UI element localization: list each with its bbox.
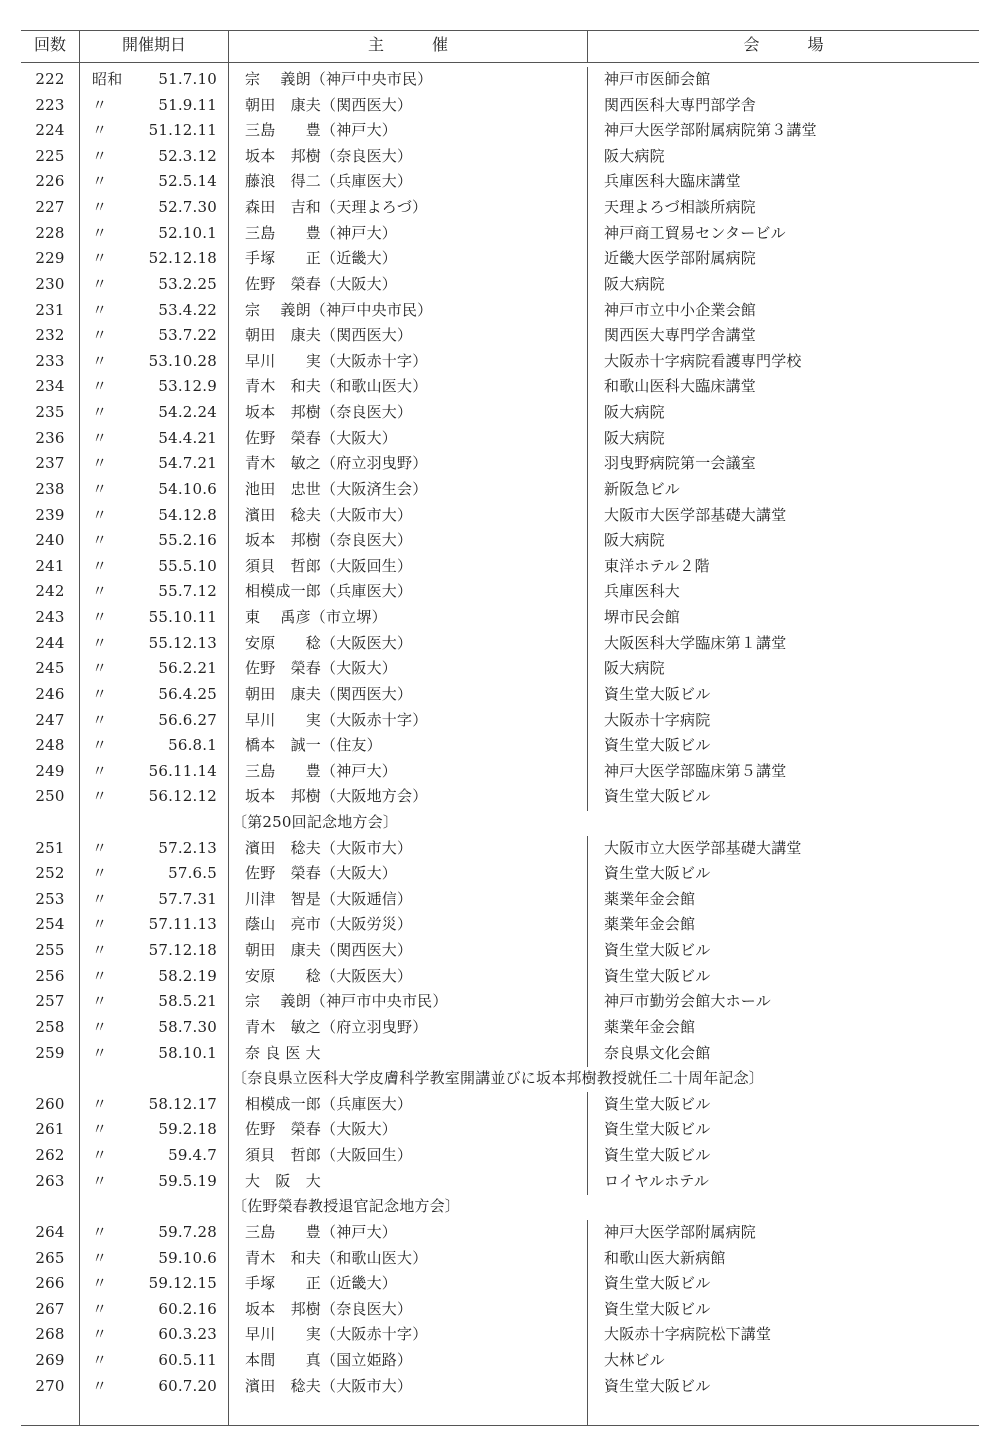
meeting-host: 奈 良 医 大 xyxy=(245,1043,321,1062)
column-divider-date xyxy=(228,30,229,1425)
ditto-mark: 〃 xyxy=(92,915,108,934)
meeting-host: 坂本 邦樹（奈良医大） xyxy=(245,403,413,422)
meeting-host: 朝田 康夫（関西医大） xyxy=(245,95,413,114)
meeting-date: 53.10.28 xyxy=(148,351,217,370)
meeting-number: 225 xyxy=(35,146,65,165)
meeting-date: 51.9.11 xyxy=(158,95,217,114)
meeting-venue: 神戸大医学部附属病院 xyxy=(604,1222,757,1241)
meeting-number: 246 xyxy=(35,684,65,703)
ditto-mark: 〃 xyxy=(92,1146,108,1165)
meeting-venue: 神戸商工貿易センタービル xyxy=(604,223,786,242)
meeting-number: 249 xyxy=(35,761,65,780)
meeting-number: 230 xyxy=(35,274,65,293)
meeting-venue: 兵庫医科大臨床講堂 xyxy=(604,172,741,191)
meeting-venue: 阪大病院 xyxy=(604,531,665,550)
meeting-date: 54.4.21 xyxy=(158,428,217,447)
meeting-host: 川津 智是（大阪逓信） xyxy=(245,889,413,908)
meeting-date: 55.5.10 xyxy=(158,556,217,575)
ditto-mark: 〃 xyxy=(92,505,108,524)
meeting-date: 52.12.18 xyxy=(148,249,217,268)
ditto-mark: 〃 xyxy=(92,249,108,268)
meeting-host: 安原 稔（大阪医大） xyxy=(245,966,413,985)
header-date: 開催期日 xyxy=(121,35,186,54)
ditto-mark: 〃 xyxy=(92,556,108,575)
ditto-mark: 〃 xyxy=(92,736,108,755)
meeting-venue: 資生堂大阪ビル xyxy=(604,941,711,960)
meeting-number: 268 xyxy=(35,1325,65,1344)
meeting-host: 青木 和夫（和歌山医大） xyxy=(245,377,428,396)
meeting-number: 239 xyxy=(35,505,65,524)
meeting-date: 54.10.6 xyxy=(158,479,217,498)
meeting-number: 226 xyxy=(35,172,65,191)
meeting-venue: 資生堂大阪ビル xyxy=(604,1274,711,1293)
meeting-date: 58.2.19 xyxy=(158,966,217,985)
meeting-date: 59.10.6 xyxy=(158,1248,217,1267)
ditto-mark: 〃 xyxy=(92,1120,108,1139)
meeting-venue: 資生堂大阪ビル xyxy=(604,1146,711,1165)
meeting-host: 佐野 榮春（大阪大） xyxy=(245,659,398,678)
meeting-date: 59.4.7 xyxy=(168,1146,217,1165)
meeting-date: 54.12.8 xyxy=(158,505,217,524)
table-top-rule xyxy=(21,30,979,31)
meeting-number: 269 xyxy=(35,1351,65,1369)
meeting-host: 青木 敏之（府立羽曳野） xyxy=(245,454,428,473)
header-no: 回数 xyxy=(33,35,66,54)
meeting-venue: 資生堂大阪ビル xyxy=(604,787,711,806)
table-bottom-rule xyxy=(21,1425,979,1426)
meeting-number: 252 xyxy=(35,864,65,883)
meeting-date: 54.7.21 xyxy=(158,454,217,473)
table-header-rule xyxy=(21,62,979,63)
meeting-number: 253 xyxy=(35,889,65,908)
meeting-date: 57.7.31 xyxy=(158,889,217,908)
meeting-venue: 神戸大医学部附属病院第３講堂 xyxy=(604,121,817,140)
ditto-mark: 〃 xyxy=(92,710,108,729)
commemorative-note: 〔佐野榮春教授退官記念地方会〕 xyxy=(232,1197,461,1216)
meeting-date: 60.3.23 xyxy=(158,1325,217,1344)
meeting-venue: 東洋ホテル２階 xyxy=(604,556,710,575)
meeting-venue: 大林ビル xyxy=(604,1351,665,1369)
meeting-host: 濱田 稔夫（大阪市大） xyxy=(245,1376,413,1395)
era-name: 昭和 xyxy=(92,70,123,88)
ditto-mark: 〃 xyxy=(92,941,108,960)
meeting-number: 255 xyxy=(35,941,65,960)
meeting-number: 228 xyxy=(35,223,65,242)
ditto-mark: 〃 xyxy=(92,1222,108,1241)
ditto-mark: 〃 xyxy=(92,1171,108,1190)
meeting-host: 早川 実（大阪赤十字） xyxy=(245,710,428,729)
meeting-host: 三島 豊（神戸大） xyxy=(245,121,398,140)
meeting-number: 262 xyxy=(35,1146,65,1165)
ditto-mark: 〃 xyxy=(92,198,108,217)
ditto-mark: 〃 xyxy=(92,479,108,498)
ditto-mark: 〃 xyxy=(92,146,108,165)
meeting-number: 257 xyxy=(35,992,65,1011)
meeting-number: 237 xyxy=(35,454,65,473)
meeting-number: 261 xyxy=(35,1120,65,1139)
meeting-number: 267 xyxy=(35,1299,65,1318)
commemorative-note: 〔第250回記念地方会〕 xyxy=(232,812,399,831)
meeting-host: 池田 忠世（大阪済生会） xyxy=(245,479,428,498)
meeting-number: 270 xyxy=(35,1376,65,1395)
meeting-number: 254 xyxy=(35,915,65,934)
column-divider-venue-segment xyxy=(587,67,588,811)
meeting-number: 251 xyxy=(35,838,65,857)
meeting-number: 222 xyxy=(35,70,65,88)
meeting-date: 52.10.1 xyxy=(158,223,217,242)
meeting-number: 260 xyxy=(35,1094,65,1113)
meeting-host: 大 阪 大 xyxy=(245,1171,322,1190)
meeting-number: 266 xyxy=(35,1274,65,1293)
meeting-number: 227 xyxy=(35,198,65,217)
ditto-mark: 〃 xyxy=(92,223,108,242)
meeting-host: 相模成一郎（兵庫医大） xyxy=(245,1094,413,1113)
meeting-date: 53.2.25 xyxy=(158,274,217,293)
meeting-date: 58.10.1 xyxy=(158,1043,217,1062)
meeting-host: 佐野 榮春（大阪大） xyxy=(245,274,398,293)
meeting-host: 濱田 稔夫（大阪市大） xyxy=(245,838,413,857)
meeting-date: 53.4.22 xyxy=(158,300,217,319)
meeting-host: 本間 真（国立姫路） xyxy=(245,1351,413,1369)
meeting-number: 247 xyxy=(35,710,65,729)
ditto-mark: 〃 xyxy=(92,608,108,627)
meeting-venue: 阪大病院 xyxy=(604,403,665,422)
meeting-host: 宗 義朗（神戸中央市民） xyxy=(245,70,433,88)
meeting-venue: ロイヤルホテル xyxy=(604,1171,710,1190)
meeting-host: 坂本 邦樹（奈良医大） xyxy=(245,1299,413,1318)
meeting-number: 259 xyxy=(35,1043,65,1062)
meeting-date: 56.2.21 xyxy=(158,659,217,678)
meeting-host: 森田 吉和（天理よろづ） xyxy=(245,198,428,217)
meeting-date: 57.12.18 xyxy=(148,941,217,960)
meeting-host: 三島 豊（神戸大） xyxy=(245,1222,398,1241)
meeting-host: 坂本 邦樹（奈良医大） xyxy=(245,146,413,165)
meeting-date: 53.12.9 xyxy=(158,377,217,396)
ditto-mark: 〃 xyxy=(92,172,108,191)
ditto-mark: 〃 xyxy=(92,659,108,678)
meeting-venue: 資生堂大阪ビル xyxy=(604,1120,711,1139)
ditto-mark: 〃 xyxy=(92,403,108,422)
meeting-date: 59.12.15 xyxy=(148,1274,217,1293)
meeting-host: 手塚 正（近畿大） xyxy=(245,1274,398,1293)
meeting-date: 60.2.16 xyxy=(158,1299,217,1318)
meeting-host: 朝田 康夫（関西医大） xyxy=(245,326,413,345)
meeting-number: 248 xyxy=(35,736,65,755)
meeting-date: 51.7.10 xyxy=(158,70,217,88)
meeting-date: 56.8.1 xyxy=(168,736,217,755)
meeting-venue: 大阪赤十字病院看護専門学校 xyxy=(604,351,802,370)
meeting-venue: 近畿大医学部附属病院 xyxy=(604,249,757,268)
meeting-host: 相模成一郎（兵庫医大） xyxy=(245,582,413,601)
meeting-number: 258 xyxy=(35,1017,65,1036)
meeting-host: 蔭山 亮市（大阪労災） xyxy=(245,915,413,934)
meeting-host: 早川 実（大阪赤十字） xyxy=(245,351,428,370)
meeting-date: 58.7.30 xyxy=(158,1017,217,1036)
meeting-venue: 大阪赤十字病院 xyxy=(604,710,711,729)
ditto-mark: 〃 xyxy=(92,582,108,601)
meeting-date: 60.7.20 xyxy=(158,1376,217,1395)
meeting-date: 59.7.28 xyxy=(158,1222,217,1241)
meeting-venue: 神戸市立中小企業会館 xyxy=(604,300,757,319)
meeting-number: 256 xyxy=(35,966,65,985)
meeting-number: 223 xyxy=(35,95,65,114)
meeting-date: 55.2.16 xyxy=(158,531,217,550)
meeting-venue: 阪大病院 xyxy=(604,146,665,165)
ditto-mark: 〃 xyxy=(92,1017,108,1036)
ditto-mark: 〃 xyxy=(92,992,108,1011)
meeting-number: 229 xyxy=(35,249,65,268)
meeting-number: 243 xyxy=(35,608,65,627)
meeting-date: 56.11.14 xyxy=(148,761,217,780)
meeting-host: 安原 稔（大阪医大） xyxy=(245,633,413,652)
meeting-number: 245 xyxy=(35,659,65,678)
meeting-venue: 堺市民会館 xyxy=(604,608,681,627)
meeting-number: 240 xyxy=(35,531,65,550)
meeting-date: 52.7.30 xyxy=(158,198,217,217)
meeting-host: 佐野 榮春（大阪大） xyxy=(245,428,398,447)
meeting-date: 60.5.11 xyxy=(158,1351,217,1369)
meeting-venue: 薬業年金会館 xyxy=(604,915,696,934)
ditto-mark: 〃 xyxy=(92,454,108,473)
meeting-date: 55.7.12 xyxy=(158,582,217,601)
meeting-venue: 和歌山医科大臨床講堂 xyxy=(604,377,757,396)
meeting-venue: 阪大病院 xyxy=(604,274,665,293)
meeting-number: 236 xyxy=(35,428,65,447)
meeting-number: 224 xyxy=(35,121,65,140)
meeting-date: 53.7.22 xyxy=(158,326,217,345)
meeting-number: 233 xyxy=(35,351,65,370)
meeting-host: 佐野 榮春（大阪大） xyxy=(245,1120,398,1139)
meeting-venue: 資生堂大阪ビル xyxy=(604,1094,711,1113)
meeting-host: 三島 豊（神戸大） xyxy=(245,223,398,242)
meeting-number: 231 xyxy=(35,300,65,319)
meeting-number: 264 xyxy=(35,1222,65,1241)
meeting-venue: 資生堂大阪ビル xyxy=(604,736,711,755)
meeting-date: 52.5.14 xyxy=(158,172,217,191)
ditto-mark: 〃 xyxy=(92,300,108,319)
meeting-venue: 薬業年金会館 xyxy=(604,1017,696,1036)
ditto-mark: 〃 xyxy=(92,1351,108,1369)
meeting-host: 宗 義朗（神戸中央市民） xyxy=(245,300,433,319)
meeting-date: 59.5.19 xyxy=(158,1171,217,1190)
ditto-mark: 〃 xyxy=(92,351,108,370)
meeting-venue: 資生堂大阪ビル xyxy=(604,684,711,703)
ditto-mark: 〃 xyxy=(92,326,108,345)
meeting-host: 青木 和夫（和歌山医大） xyxy=(245,1248,428,1267)
meeting-venue: 神戸大医学部臨床第５講堂 xyxy=(604,761,787,780)
meeting-date: 55.12.13 xyxy=(148,633,217,652)
meeting-venue: 新阪急ビル xyxy=(604,479,681,498)
ditto-mark: 〃 xyxy=(92,966,108,985)
meeting-date: 58.5.21 xyxy=(158,992,217,1011)
meeting-venue: 兵庫医科大 xyxy=(604,582,681,601)
meeting-host: 早川 実（大阪赤十字） xyxy=(245,1325,428,1344)
meeting-venue: 阪大病院 xyxy=(604,659,665,678)
meeting-date: 52.3.12 xyxy=(158,146,217,165)
header-host: 主 催 xyxy=(367,35,448,54)
meeting-venue: 奈良県文化会館 xyxy=(604,1043,711,1062)
meeting-venue: 関西医大専門学舎講堂 xyxy=(604,326,757,345)
ditto-mark: 〃 xyxy=(92,531,108,550)
meeting-date: 57.2.13 xyxy=(158,838,217,857)
meeting-venue: 資生堂大阪ビル xyxy=(604,1376,711,1395)
ditto-mark: 〃 xyxy=(92,95,108,114)
meeting-host: 朝田 康夫（関西医大） xyxy=(245,684,413,703)
meeting-host: 藤浪 得二（兵庫医大） xyxy=(245,172,413,191)
meeting-venue: 神戸市医師会館 xyxy=(604,70,711,88)
meeting-number: 265 xyxy=(35,1248,65,1267)
meeting-date: 57.11.13 xyxy=(148,915,217,934)
meeting-host: 朝田 康夫（関西医大） xyxy=(245,941,413,960)
meeting-venue: 和歌山医大新病館 xyxy=(604,1248,726,1267)
meeting-host: 青木 敏之（府立羽曳野） xyxy=(245,1017,428,1036)
ditto-mark: 〃 xyxy=(92,121,108,140)
meeting-date: 51.12.11 xyxy=(148,121,217,140)
meeting-venue: 資生堂大阪ビル xyxy=(604,864,711,883)
meeting-host: 坂本 邦樹（奈良医大） xyxy=(245,531,413,550)
meeting-number: 242 xyxy=(35,582,65,601)
ditto-mark: 〃 xyxy=(92,633,108,652)
meeting-number: 263 xyxy=(35,1171,65,1190)
meeting-host: 手塚 正（近畿大） xyxy=(245,249,398,268)
meeting-date: 55.10.11 xyxy=(148,608,217,627)
ditto-mark: 〃 xyxy=(92,377,108,396)
ditto-mark: 〃 xyxy=(92,1299,108,1318)
commemorative-note: 〔奈良県立医科大学皮膚科学教室開講並びに坂本邦樹教授就任二十周年記念〕 xyxy=(232,1069,765,1088)
meeting-date: 54.2.24 xyxy=(158,403,217,422)
meeting-host: 須貝 哲郎（大阪回生） xyxy=(245,556,413,575)
ditto-mark: 〃 xyxy=(92,428,108,447)
meeting-host: 坂本 邦樹（大阪地方会） xyxy=(245,787,428,806)
meeting-venue: 羽曳野病院第一会議室 xyxy=(604,454,757,473)
column-divider-venue-segment xyxy=(587,1092,588,1195)
meeting-venue: 関西医科大専門部学舎 xyxy=(604,95,757,114)
meeting-date: 56.6.27 xyxy=(158,710,217,729)
meeting-venue: 大阪医科大学臨床第１講堂 xyxy=(604,633,787,652)
ditto-mark: 〃 xyxy=(92,1094,108,1113)
meeting-date: 58.12.17 xyxy=(148,1094,217,1113)
meeting-date: 56.4.25 xyxy=(158,684,217,703)
meeting-venue: 阪大病院 xyxy=(604,428,665,447)
meeting-venue: 神戸市勤労会館大ホール xyxy=(604,992,771,1011)
meeting-date: 57.6.5 xyxy=(168,864,217,883)
ditto-mark: 〃 xyxy=(92,1376,108,1395)
ditto-mark: 〃 xyxy=(92,274,108,293)
header-venue: 会 場 xyxy=(743,35,824,54)
ditto-mark: 〃 xyxy=(92,838,108,857)
meeting-venue: 資生堂大阪ビル xyxy=(604,966,711,985)
ditto-mark: 〃 xyxy=(92,889,108,908)
meeting-venue: 大阪市大医学部基礎大講堂 xyxy=(604,505,787,524)
ditto-mark: 〃 xyxy=(92,1274,108,1293)
meeting-host: 須貝 哲郎（大阪回生） xyxy=(245,1146,413,1165)
ditto-mark: 〃 xyxy=(92,684,108,703)
meeting-number: 238 xyxy=(35,479,65,498)
meeting-venue: 大阪赤十字病院松下講堂 xyxy=(604,1325,772,1344)
meeting-number: 234 xyxy=(35,377,65,396)
meeting-venue: 大阪市立大医学部基礎大講堂 xyxy=(604,838,802,857)
meeting-venue: 資生堂大阪ビル xyxy=(604,1299,711,1318)
ditto-mark: 〃 xyxy=(92,1325,108,1344)
column-divider-venue-segment xyxy=(587,836,588,1068)
meeting-date: 56.12.12 xyxy=(148,787,217,806)
meeting-date: 59.2.18 xyxy=(158,1120,217,1139)
ditto-mark: 〃 xyxy=(92,864,108,883)
meeting-host: 佐野 榮春（大阪大） xyxy=(245,864,398,883)
meeting-venue: 薬業年金会館 xyxy=(604,889,696,908)
meeting-host: 濱田 稔夫（大阪市大） xyxy=(245,505,413,524)
ditto-mark: 〃 xyxy=(92,1248,108,1267)
meeting-host: 橋本 誠一（住友） xyxy=(245,736,382,755)
meeting-number: 244 xyxy=(35,633,65,652)
meeting-host: 三島 豊（神戸大） xyxy=(245,761,398,780)
meeting-host: 宗 義朗（神戸市中央市民） xyxy=(245,992,448,1011)
ditto-mark: 〃 xyxy=(92,761,108,780)
meeting-number: 241 xyxy=(35,556,65,575)
meeting-number: 235 xyxy=(35,403,65,422)
ditto-mark: 〃 xyxy=(92,1043,108,1062)
ditto-mark: 〃 xyxy=(92,787,108,806)
meeting-venue: 天理よろづ相談所病院 xyxy=(604,198,756,217)
column-divider-no xyxy=(79,30,80,1425)
meeting-number: 250 xyxy=(35,787,65,806)
column-divider-venue-segment xyxy=(587,1220,588,1425)
meeting-number: 232 xyxy=(35,326,65,345)
meeting-host: 東 禹彦（市立堺） xyxy=(245,608,387,627)
